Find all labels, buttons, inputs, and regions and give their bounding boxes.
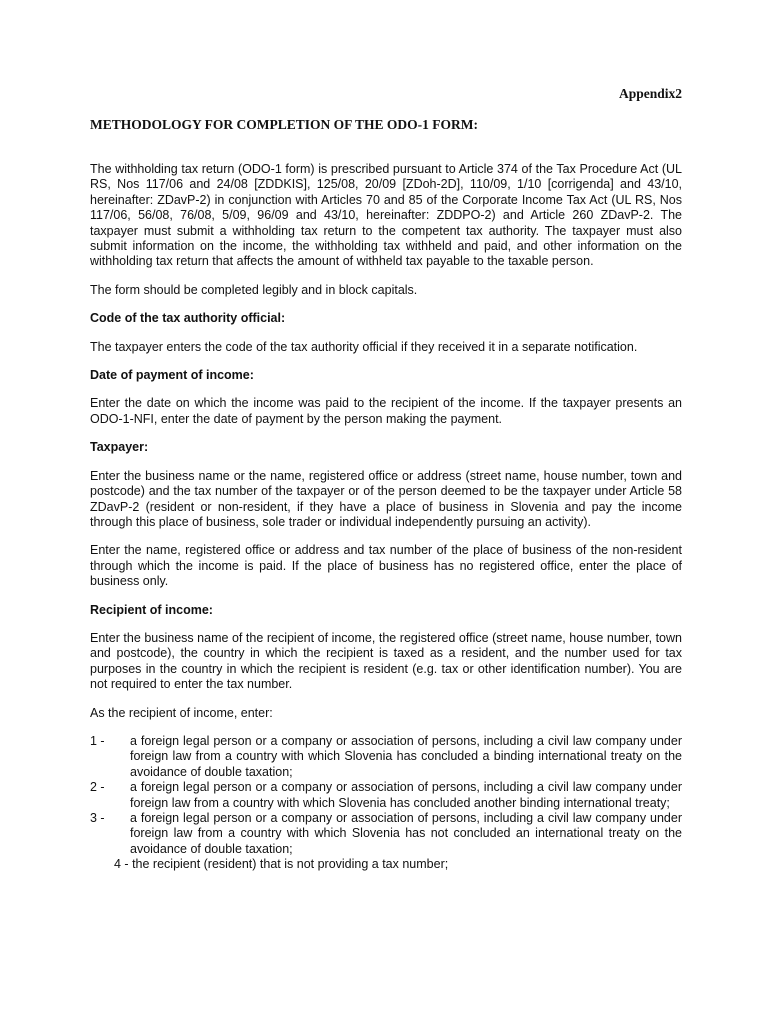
- list-item: [90, 811, 682, 857]
- recipient-heading: Recipient of income:: [90, 602, 213, 617]
- taxpayer-heading: Taxpayer:: [90, 440, 149, 455]
- intro-paragraph: The withholding tax return (ODO-1 form) is prescribed pursuant to Article 374 of the Tax Procedure Act (UL RS, Nos 117/06 and 24/08 [ZDDKIS], 125/08, 20/09 [ZDoh-2D], 110/09, 1/10 [corrigenda] and 43/10, hereinafter: ZDavP-2) in conjunction with Articles 70 and 85 of the Corporate Income Tax Act (UL RS, Nos 117/06, 56/08, 76/08, 5/09, 96/09 and 43/10, hereinafter: ZDDPO-2) and Article 260 ZDavP-2. The taxpayer must submit a withholding tax return to the competent tax authority. The taxpayer must also submit information on the income, the withholding tax withheld and paid, and other information on the withholding tax return that affects the amount of withheld tax payable to the taxable person.: [90, 162, 682, 269]
- list-item-number: 2 -: [90, 780, 105, 795]
- date-heading: Date of payment of income:: [90, 368, 254, 383]
- code-heading: Code of the tax authority official:: [90, 311, 286, 326]
- list-item-number: 4 -: [114, 857, 129, 872]
- list-item-text: a foreign legal person or a company or association of persons, including a civil law company under foreign law from a country with which Slovenia has concluded a binding international treaty on the avoidance of double taxation;: [130, 733, 682, 779]
- document-body: [90, 162, 682, 873]
- list-item: [90, 734, 682, 780]
- list-item: [90, 857, 682, 872]
- recipient-text: Enter the business name of the recipient of income, the registered office (street name, house number, town and postcode), the country in which the recipient is taxed as a resident, and the number used for tax purposes in the country in which the recipient is resident (e.g. tax or other identification number). You are not required to enter the tax number.: [90, 630, 682, 692]
- list-item-number: 1 -: [90, 733, 105, 748]
- recipient-list: [90, 734, 682, 873]
- list-item-text: a foreign legal person or a company or association of persons, including a civil law company under foreign law from a country with which Slovenia has not concluded an international treaty on the avoidance of double taxation;: [130, 811, 682, 856]
- list-item-text: a foreign legal person or a company or association of persons, including a civil law company under foreign law from a country with which Slovenia has concluded another binding international treaty;: [130, 780, 682, 810]
- taxpayer-text-1: Enter the business name or the name, registered office or address (street name, house number, town and postcode) and the tax number of the taxpayer or of the person deemed to be the taxpayer under Article 58 ZDavP-2 (resident or non-resident, if they have a place of business in Slovenia and pay the income through this place of business, sole trader or individual independently pursuing an activity).: [90, 468, 682, 529]
- code-text: The taxpayer enters the code of the tax authority official if they received it in a separate notification.: [90, 339, 638, 354]
- date-text: Enter the date on which the income was paid to the recipient of the income. If the taxpayer presents an ODO-1-NFI, enter the date of payment by the person making the payment.: [90, 396, 682, 426]
- recipient-list-intro: As the recipient of income, enter:: [90, 705, 273, 720]
- block-capitals-note: The form should be completed legibly and in block capitals.: [90, 282, 418, 297]
- list-item-text: the recipient (resident) that is not providing a tax number;: [132, 857, 449, 872]
- list-item: [90, 780, 682, 811]
- document-title: METHODOLOGY FOR COMPLETION OF THE ODO-1 FORM:: [90, 117, 478, 132]
- appendix-label: Appendix2: [618, 86, 682, 101]
- taxpayer-text-2: Enter the name, registered office or address and tax number of the place of business of the non-resident through which the income is paid. If the place of business has no registered office, enter the place of business only.: [90, 543, 682, 589]
- list-item-number: 3 -: [90, 811, 105, 825]
